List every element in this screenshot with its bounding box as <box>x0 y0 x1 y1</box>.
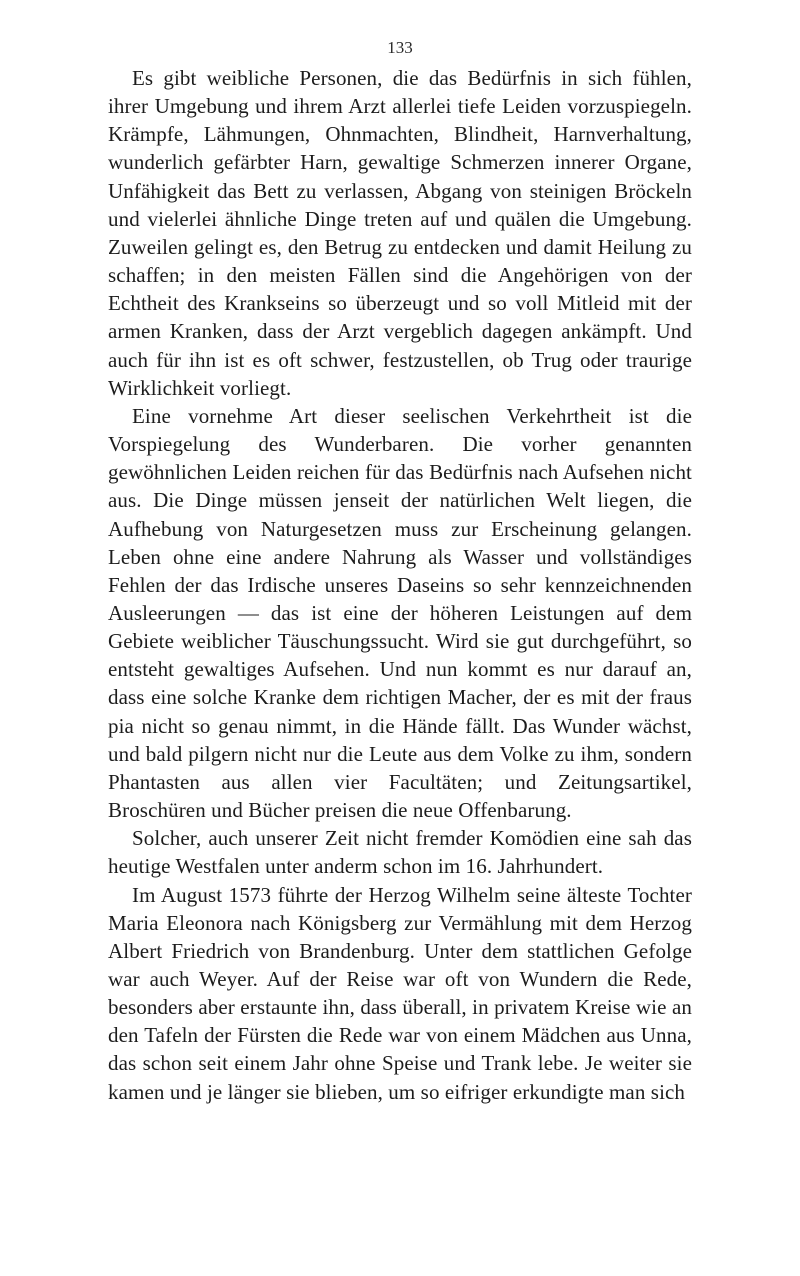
paragraph-1: Es gibt weibliche Personen, die das Bedürfnis in sich fühlen, ihrer Umgebung und ihrem Arzt allerlei tiefe Leiden vorzuspiegeln. Krämpfe, Lähmungen, Ohnmachten, Blindheit, Harnverhaltung, wunderlich gefärbter Harn, gewaltige Schmerzen innerer Organe, Unfähigkeit das Bett zu verlassen, Abgang von steinigen Bröckeln und vielerlei ähnliche Dinge treten auf und quälen die Umgebung. Zuweilen gelingt es, den Betrug zu entdecken und damit Heilung zu schaffen; in den meisten Fällen sind die Angehörigen von der Echtheit des Krankseins so überzeugt und so voll Mitleid mit der armen Kranken, dass der Arzt vergeblich dagegen ankämpft. Und auch für ihn ist es oft schwer, festzustellen, ob Trug oder traurige Wirklichkeit vorliegt. <box>108 66 692 400</box>
body-text <box>108 64 692 1106</box>
page-number: 133 <box>387 38 413 57</box>
paragraph-2: Eine vornehme Art dieser seelischen Verkehrtheit ist die Vorspiegelung des Wunderbaren. Die vorher genannten gewöhnlichen Leiden reichen für das Bedürfnis nach Aufsehen nicht aus. Die Dinge müssen jenseit der natürlichen Welt liegen, die Aufhebung von Naturgesetzen muss zur Erscheinung gelangen. Leben ohne eine andere Nahrung als Wasser und vollständiges Fehlen der das Irdische unseres Daseins so sehr kennzeichnenden Ausleerungen — das ist eine der höheren Leistungen auf dem Gebiete weiblicher Täuschungssucht. Wird sie gut durchgeführt, so entsteht gewaltiges Aufsehen. Und nun kommt es nur darauf an, dass eine solche Kranke dem richtigen Macher, der es mit der fraus pia nicht so genau nimmt, in die Hände fällt. Das Wunder wächst, und bald pilgern nicht nur die Leute aus dem Volke zu ihm, sondern Phantasten aus allen vier Facultäten; und Zeitungsartikel, Broschüren und Bücher preisen die neue Offenbarung. <box>108 403 692 823</box>
paragraph-4: Im August 1573 führte der Herzog Wilhelm seine älteste Tochter Maria Eleonora nach Königsberg zur Vermählung mit dem Herzog Albert Friedrich von Brandenburg. Unter dem stattlichen Gefolge war auch Weyer. Auf der Reise war oft von Wundern die Rede, besonders aber erstaunte ihn, dass überall, in privatem Kreise wie an den Tafeln der Fürsten die Rede war von einem Mädchen aus Unna, das schon seit einem Jahr ohne Speise und Trank lebe. Je weiter sie kamen und je länger sie blieben, um so eifriger erkundigte man sich <box>108 882 692 1104</box>
paragraph-3: Solcher, auch unserer Zeit nicht fremder Komödien eine sah das heutige Westfalen unter anderm schon im 16. Jahrhundert. <box>108 826 692 879</box>
